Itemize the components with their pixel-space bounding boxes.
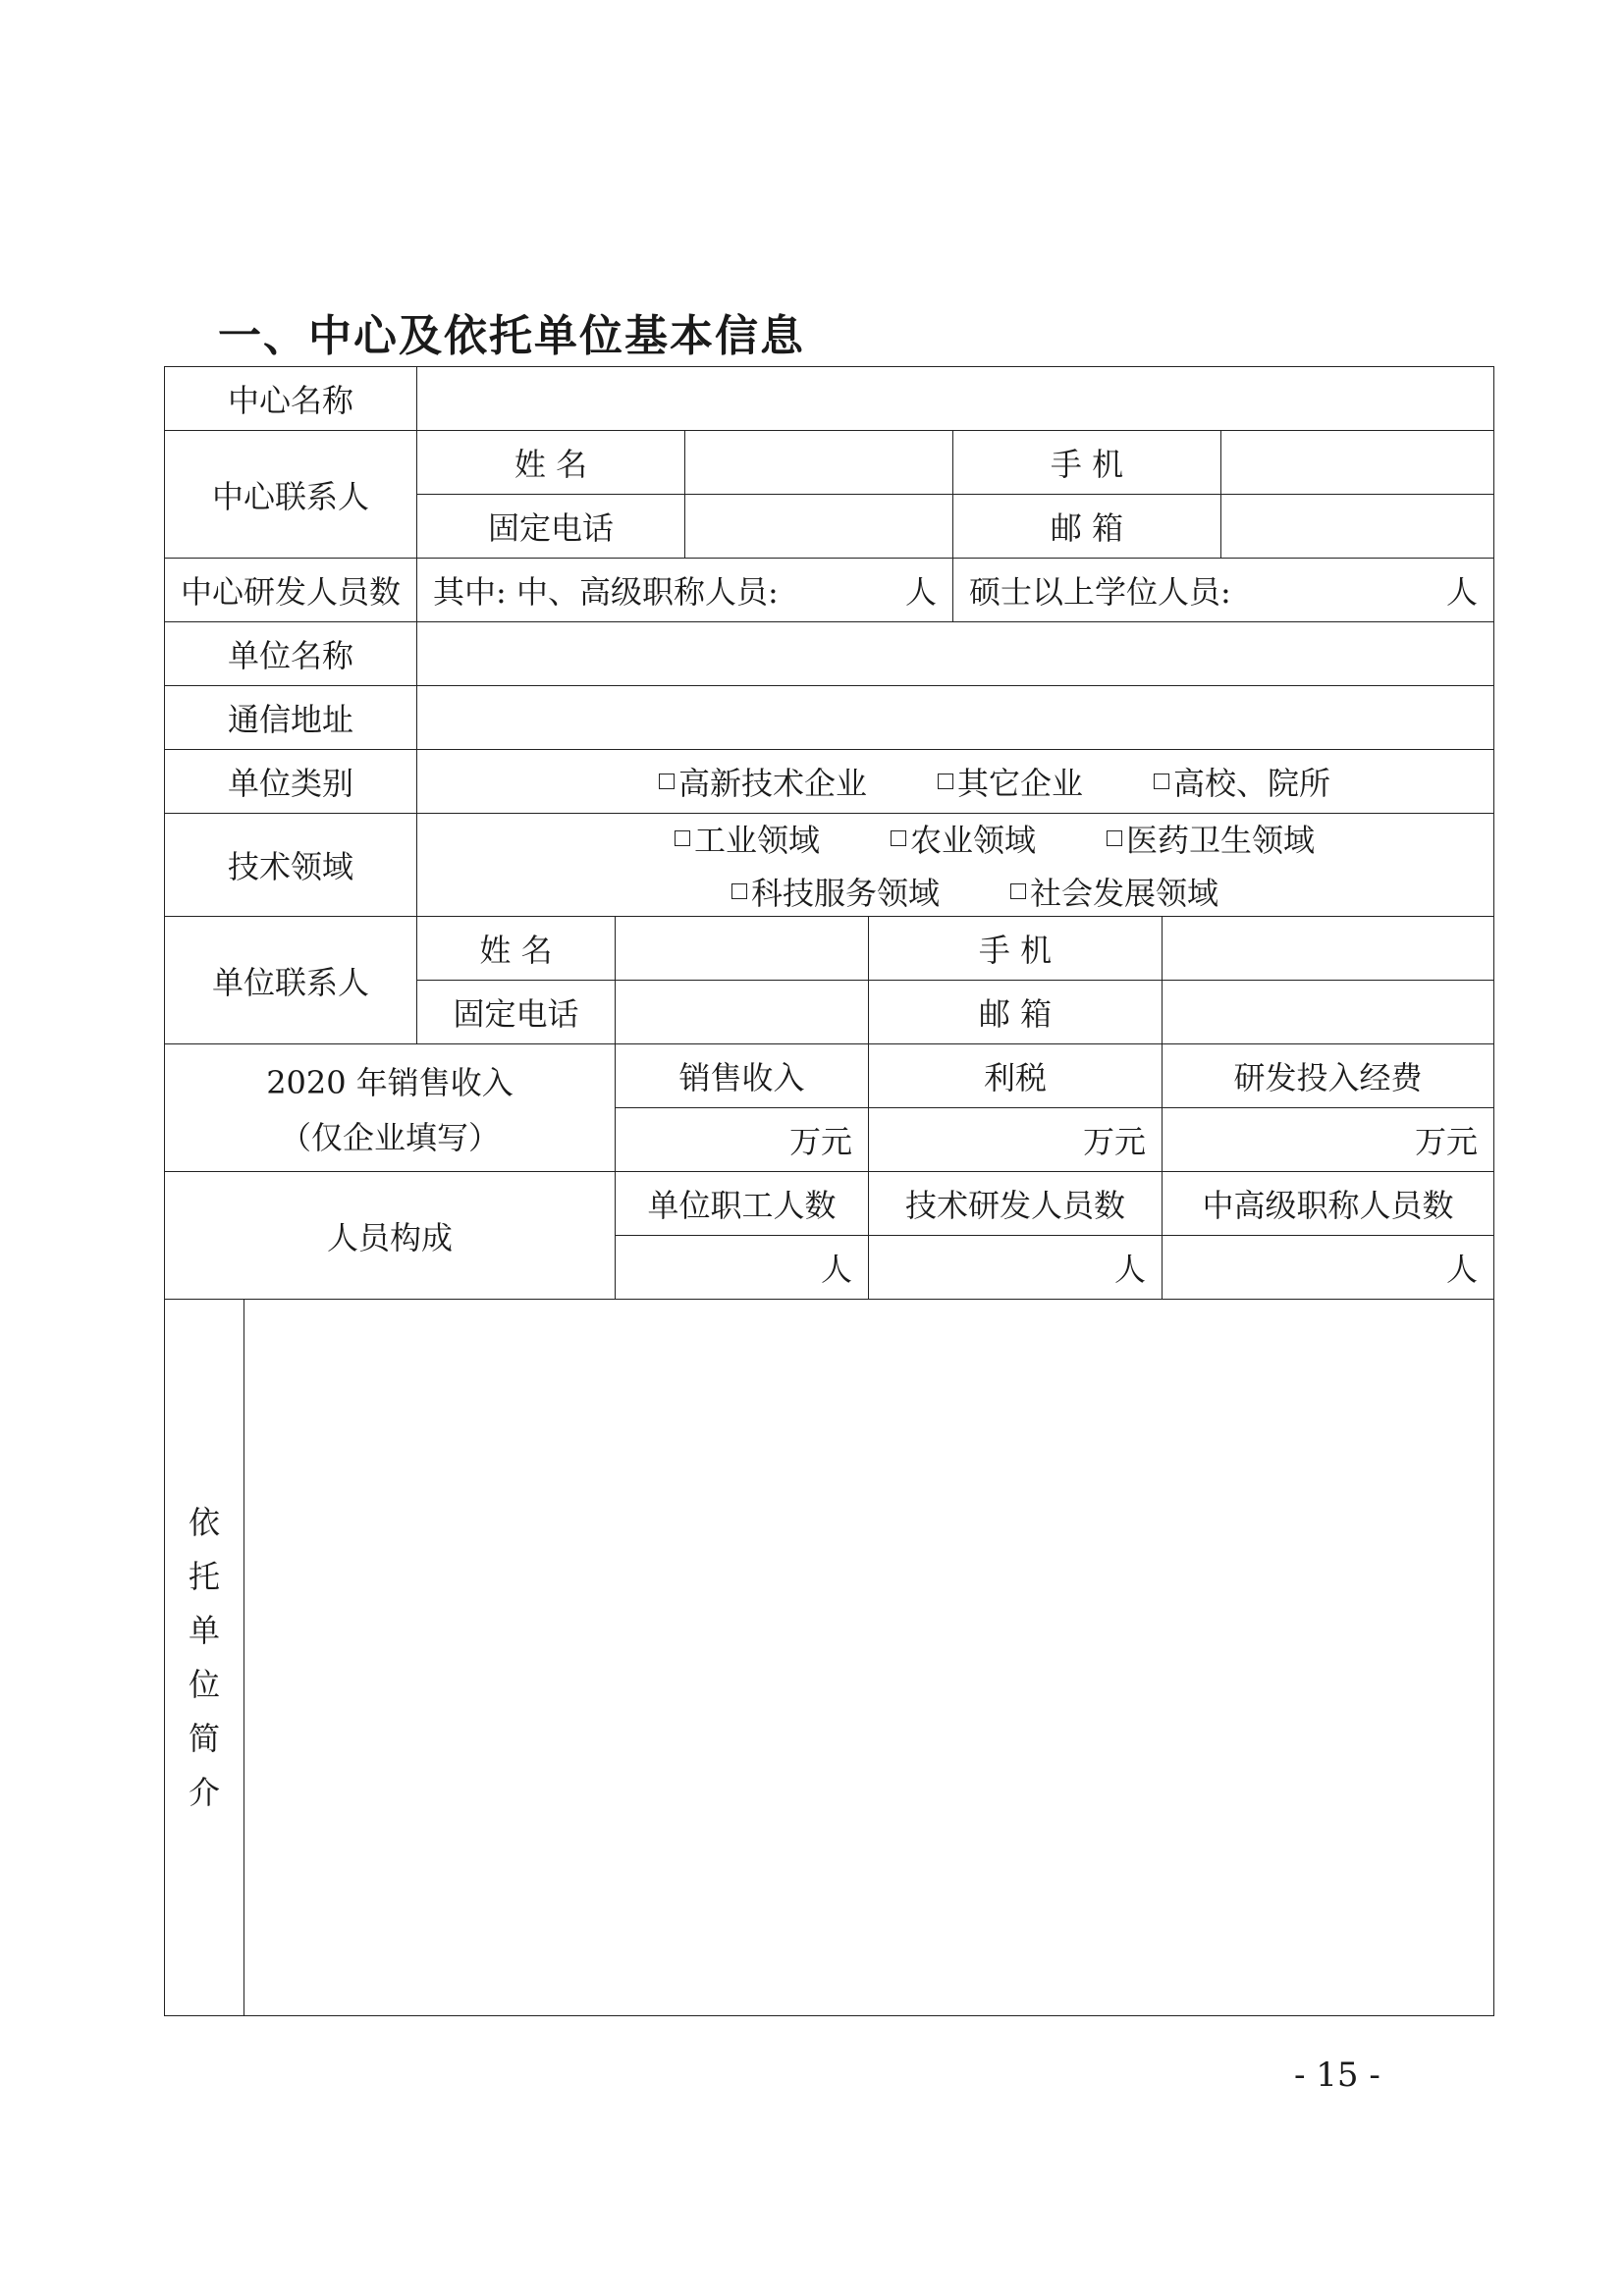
senior-title-staff-label: 其中: 中、高级职称人员: — [433, 573, 779, 611]
checkbox-icon[interactable] — [891, 830, 906, 846]
unit-category-label: 单位类别 — [164, 749, 417, 814]
page-title: 一、中心及依托单位基本信息 — [218, 311, 805, 361]
sales-unit: 万元 — [788, 1123, 852, 1160]
rd-funds-unit: 万元 — [1414, 1123, 1478, 1160]
unit-contact-name-field[interactable] — [615, 916, 869, 981]
checkbox-icon[interactable] — [659, 774, 675, 789]
sales-title: 2020 年销售收入 — [266, 1063, 514, 1101]
rd-funds-value-field[interactable] — [1162, 1107, 1494, 1172]
unit-contact-mobile-label: 手 机 — [868, 916, 1163, 981]
checkbox-icon[interactable] — [1107, 830, 1122, 846]
sales-value-field[interactable] — [615, 1107, 869, 1172]
employees-value-field[interactable] — [615, 1235, 869, 1300]
rd-staff-value-field[interactable] — [868, 1235, 1163, 1300]
unit-contact-landline-field[interactable] — [615, 980, 869, 1044]
masters-staff-label: 硕士以上学位人员: — [969, 573, 1231, 611]
center-contact-name-label: 姓 名 — [416, 430, 685, 495]
tech-field-option-agriculture[interactable]: 农业领域 — [891, 816, 1036, 861]
center-contact-email-field[interactable] — [1220, 494, 1494, 559]
unit-contact-name-label: 姓 名 — [416, 916, 616, 981]
rd-funds-header: 研发投入经费 — [1162, 1043, 1494, 1108]
sales-header: 销售收入 — [615, 1043, 869, 1108]
rd-staff-unit: 人 — [1113, 1251, 1146, 1288]
unit-name-field[interactable] — [416, 621, 1494, 686]
address-field[interactable] — [416, 685, 1494, 750]
senior-staff-header: 中高级职称人员数 — [1162, 1171, 1494, 1236]
employees-header: 单位职工人数 — [615, 1171, 869, 1236]
senior-staff-value-field[interactable] — [1162, 1235, 1494, 1300]
center-contact-landline-label: 固定电话 — [416, 494, 685, 559]
tax-unit: 万元 — [1082, 1123, 1146, 1160]
tech-field-option-services[interactable]: 科技服务领域 — [731, 869, 940, 914]
tax-value-field[interactable] — [868, 1107, 1163, 1172]
checkbox-icon[interactable] — [675, 830, 690, 846]
masters-staff-unit: 人 — [1445, 573, 1478, 611]
unit-contact-label: 单位联系人 — [164, 916, 417, 1044]
rd-staff-header: 技术研发人员数 — [868, 1171, 1163, 1236]
center-contact-email-label: 邮 箱 — [952, 494, 1221, 559]
center-contact-mobile-field[interactable] — [1220, 430, 1494, 495]
center-name-field[interactable] — [416, 366, 1494, 431]
sales-note: （仅企业填写） — [279, 1118, 500, 1156]
address-label: 通信地址 — [164, 685, 417, 750]
unit-contact-email-label: 邮 箱 — [868, 980, 1163, 1044]
tech-field-options — [416, 813, 1494, 917]
tech-field-option-industry[interactable]: 工业领域 — [675, 816, 820, 861]
unit-contact-landline-label: 固定电话 — [416, 980, 616, 1044]
center-contact-mobile-label: 手 机 — [952, 430, 1221, 495]
staff-composition-label: 人员构成 — [164, 1171, 616, 1300]
senior-title-staff-cell[interactable] — [416, 558, 953, 622]
tech-field-label: 技术领域 — [164, 813, 417, 917]
unit-category-options — [416, 749, 1494, 814]
center-contact-name-field[interactable] — [684, 430, 953, 495]
unit-name-label: 单位名称 — [164, 621, 417, 686]
checkbox-icon[interactable] — [938, 774, 953, 789]
tech-field-option-social[interactable]: 社会发展领域 — [1010, 869, 1218, 914]
center-contact-landline-field[interactable] — [684, 494, 953, 559]
tax-header: 利税 — [868, 1043, 1163, 1108]
unit-contact-mobile-field[interactable] — [1162, 916, 1494, 981]
senior-title-staff-unit: 人 — [904, 573, 937, 611]
unit-category-option-other[interactable]: 其它企业 — [938, 759, 1083, 804]
senior-staff-unit: 人 — [1445, 1251, 1478, 1288]
unit-contact-email-field[interactable] — [1162, 980, 1494, 1044]
center-contact-label: 中心联系人 — [164, 430, 417, 559]
sales-label-cell — [164, 1043, 616, 1172]
intro-label: 依 托 单 位 简 介 — [164, 1299, 244, 2016]
masters-staff-cell[interactable] — [952, 558, 1494, 622]
unit-category-option-hitech[interactable]: 高新技术企业 — [659, 759, 867, 804]
unit-category-option-university[interactable]: 高校、院所 — [1154, 759, 1330, 804]
center-staff-label: 中心研发人员数 — [164, 558, 417, 622]
tech-field-option-medical[interactable]: 医药卫生领域 — [1107, 816, 1315, 861]
employees-unit: 人 — [820, 1251, 852, 1288]
checkbox-icon[interactable] — [731, 883, 747, 899]
checkbox-icon[interactable] — [1010, 883, 1026, 899]
checkbox-icon[interactable] — [1154, 774, 1169, 789]
page-number: - 15 - — [1294, 2056, 1380, 2095]
intro-field[interactable] — [243, 1299, 1494, 2016]
center-name-label: 中心名称 — [164, 366, 417, 431]
